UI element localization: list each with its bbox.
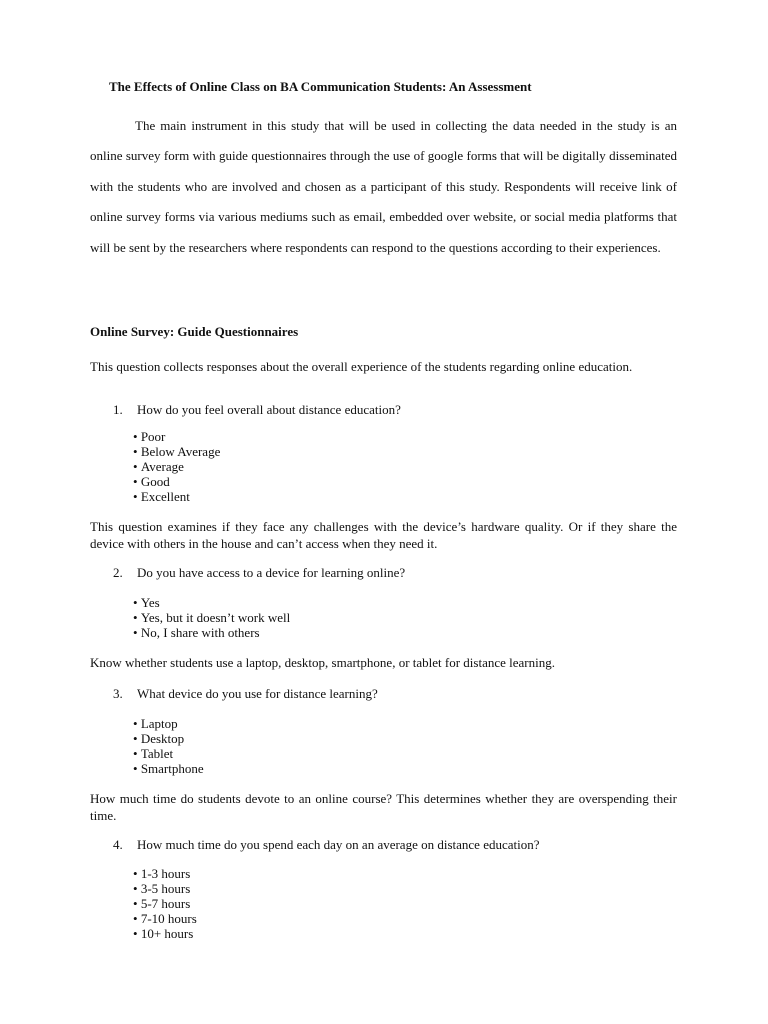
option-item: • Excellent: [133, 489, 220, 504]
option-item: • 5-7 hours: [133, 896, 197, 911]
question-description: This question examines if they face any challenges with the device’s hardware quality. Or if they share the device with others in the house and can’t access when they need it.: [90, 519, 677, 551]
option-item: • Yes: [133, 595, 290, 610]
section-heading: Online Survey: Guide Questionnaires: [90, 324, 299, 339]
document-title: The Effects of Online Class on BA Communication Students: An Assessment: [109, 79, 532, 94]
question-text: What device do you use for distance learning?: [137, 686, 378, 701]
options-list: [133, 866, 197, 941]
question-item: [113, 685, 378, 702]
option-item: • Poor: [133, 429, 220, 444]
question-description: Know whether students use a laptop, desktop, smartphone, or tablet for distance learning.: [90, 655, 555, 670]
option-item: • Tablet: [133, 746, 204, 761]
question-item: [113, 564, 405, 581]
question-number: 2.: [113, 565, 123, 580]
question-number: 1.: [113, 402, 123, 417]
options-list: [133, 595, 290, 640]
option-item: • 10+ hours: [133, 926, 197, 941]
question-description: This question collects responses about the overall experience of the students regarding online education.: [90, 359, 633, 374]
question-item: [113, 836, 540, 853]
question-number: 4.: [113, 837, 123, 852]
option-item: • Below Average: [133, 444, 220, 459]
option-item: • Average: [133, 459, 220, 474]
options-list: [133, 429, 220, 504]
option-item: • No, I share with others: [133, 625, 290, 640]
option-item: • Good: [133, 474, 220, 489]
option-item: • Desktop: [133, 731, 204, 746]
question-description: How much time do students devote to an online course? This determines whether they are overspending their time.: [90, 791, 677, 823]
question-text: Do you have access to a device for learning online?: [137, 565, 406, 580]
option-item: • 3-5 hours: [133, 881, 197, 896]
question-number: 3.: [113, 686, 123, 701]
intro-paragraph: The main instrument in this study that will be used in collecting the data needed in the study is an online survey form with guide questionnaires through the use of google forms that will be digitally disseminated with the students who are involved and chosen as a participant of this study. Respondents will receive link of online survey forms via various mediums such as email, embedded over website, or social media platforms that will be sent by the researchers where respondents can respond to the questions according to their experiences.: [90, 118, 677, 255]
option-item: • Yes, but it doesn’t work well: [133, 610, 290, 625]
option-item: • Smartphone: [133, 761, 204, 776]
question-text: How do you feel overall about distance education?: [137, 402, 401, 417]
options-list: [133, 716, 204, 776]
option-item: • 7-10 hours: [133, 911, 197, 926]
option-item: • Laptop: [133, 716, 204, 731]
question-text: How much time do you spend each day on an average on distance education?: [137, 837, 540, 852]
option-item: • 1-3 hours: [133, 866, 197, 881]
question-item: [113, 401, 401, 418]
